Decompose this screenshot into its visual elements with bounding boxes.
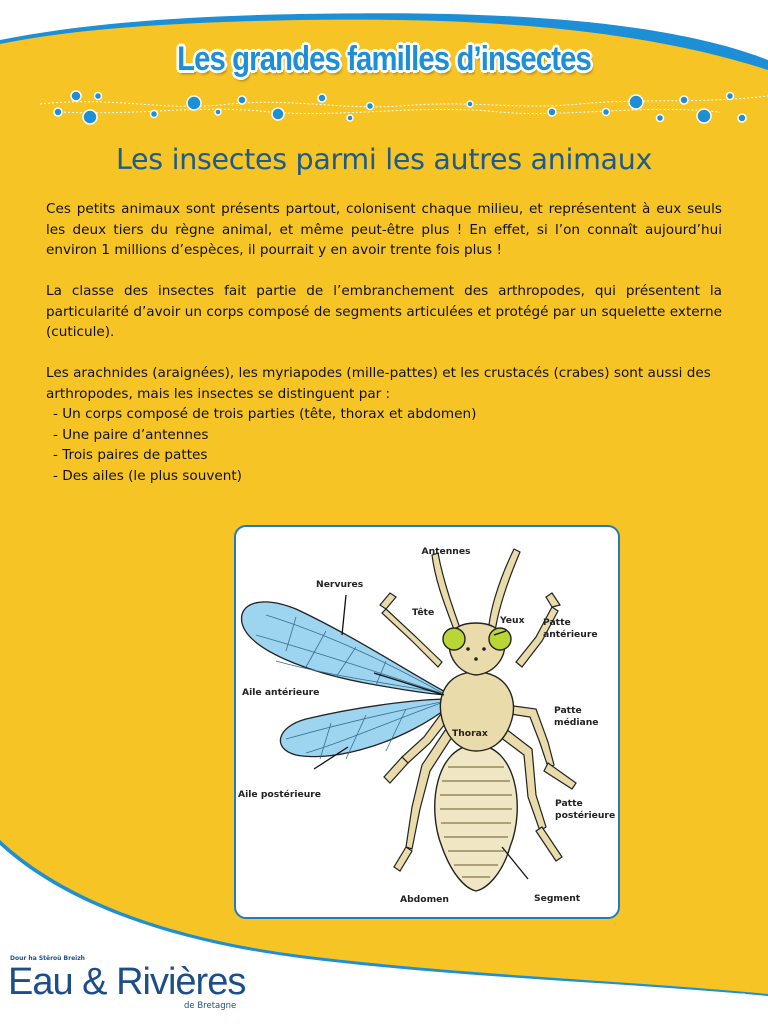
abdomen xyxy=(435,745,518,891)
page-number: 1 xyxy=(736,990,750,1012)
list-item: - Trois paires de pattes xyxy=(53,447,208,463)
label-nervures: Nervures xyxy=(316,579,364,590)
logo-tagline: Dour ha Stêroù Breizh xyxy=(10,955,85,962)
label-patte-mediane: Patte xyxy=(554,705,582,716)
page-title: Les insectes parmi les autres animaux xyxy=(115,143,653,176)
label-patte-anterieure: Patte xyxy=(543,617,571,628)
logo-subtitle: de Bretagne xyxy=(184,1001,237,1011)
body-text xyxy=(46,199,722,486)
eau-rivieres-logo xyxy=(8,955,246,1015)
label-abdomen: Abdomen xyxy=(400,894,449,905)
traits-list xyxy=(46,404,722,486)
label-yeux: Yeux xyxy=(500,615,525,626)
eye-left xyxy=(443,628,465,650)
paragraph-distinction: Les arachnides (araignées), les myriapodes (mille-pattes) et les crustacés (crabes) sont aussi des arthropodes, mais les insectes se distinguent par : xyxy=(46,365,711,402)
list-item: - Une paire d’antennes xyxy=(53,426,209,443)
label-patte-anterieure-2: antérieure xyxy=(543,629,598,640)
series-title: Les grandes familles d’insectes xyxy=(177,40,591,78)
label-aile-posterieure: Aile postérieure xyxy=(238,789,322,800)
thorax xyxy=(440,672,513,751)
label-patte-posterieure-2: postérieure xyxy=(555,810,616,821)
label-patte-posterieure: Patte xyxy=(555,798,583,809)
label-antennes: Antennes xyxy=(421,546,471,557)
label-thorax: Thorax xyxy=(452,728,488,739)
label-segment: Segment xyxy=(534,893,581,904)
list-item: - Un corps composé de trois parties (tête, thorax et abdomen) xyxy=(53,406,477,422)
eye-right xyxy=(489,628,511,650)
label-tete: Tête xyxy=(412,607,435,618)
list-item: - Des ailes (le plus souvent) xyxy=(53,467,242,484)
label-aile-anterieure: Aile antérieure xyxy=(242,687,320,698)
label-patte-mediane-2: médiane xyxy=(554,717,599,728)
logo-name: Eau & Rivières xyxy=(8,961,246,1003)
paragraph-intro: Ces petits animaux sont présents partout, colonisent chaque milieu, et représentent à eux seuls les deux tiers du règne animal, et même peut-être plus ! En effet, si l’on connaît aujourd’hui environ 1 millions d’espèces, il pourrait y en avoir trente fois plus ! xyxy=(46,201,722,258)
insect-diagram xyxy=(234,525,620,919)
insect-illustration xyxy=(236,527,618,917)
paragraph-arthropods: La classe des insectes fait partie de l’embranchement des arthropodes, qui présentent la particularité d’avoir un corps composé de segments articulées et protégé par un squelette externe (cuticule). xyxy=(46,283,722,340)
wings xyxy=(242,602,451,759)
